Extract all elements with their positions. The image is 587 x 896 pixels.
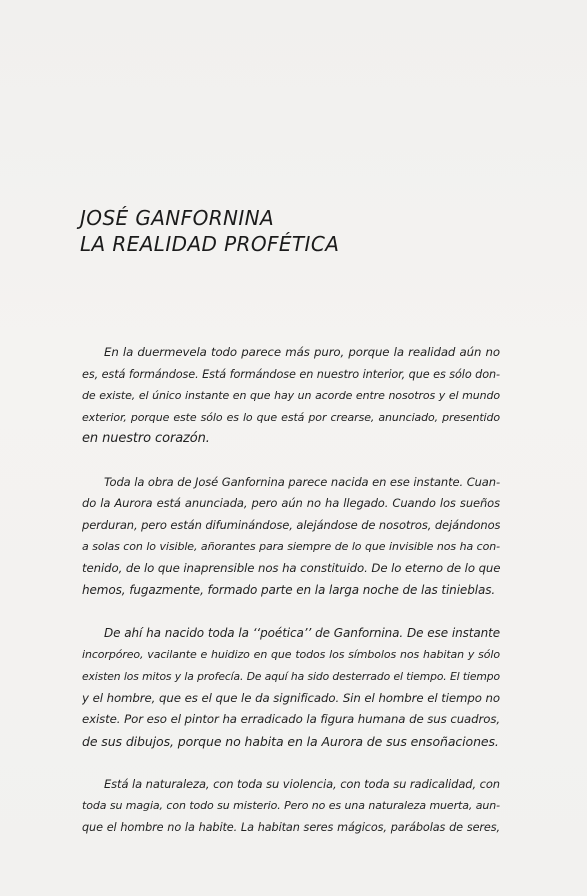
article-title — [80, 205, 520, 257]
article-body — [82, 342, 500, 860]
text-line: Toda la obra de José Ganfornina parece nacida en ese instante. Cuan- — [104, 474, 500, 489]
text-line: do la Aurora está anunciada, pero aún no ha llegado. Cuando los sueños — [82, 496, 500, 511]
text-line: incorpóreo, vacilante e huidizo en que todos los símbolos nos habitan y sólo — [82, 648, 500, 662]
text-line: perduran, pero están difuminándose, alejándose de nosotros, dejándonos — [82, 517, 500, 532]
text-line: de existe, el único instante en que hay un acorde entre nosotros y el mundo — [82, 389, 500, 403]
text-line: exterior, porque este sólo es lo que está por crearse, anunciado, presentido — [82, 410, 500, 424]
title-line-author: JOSÉ GANFORNINA — [80, 206, 275, 230]
text-line: En la duermevela todo parece más puro, porque la realidad aún no — [104, 345, 500, 359]
text-line: toda su magia, con todo su misterio. Pero no es una naturaleza muerta, aun- — [82, 799, 500, 813]
paragraph-4 — [82, 774, 500, 839]
text-line: Está la naturaleza, con toda su violencia, con toda su radicalidad, con — [104, 776, 500, 791]
paragraph-3 — [82, 623, 500, 753]
text-line: existen los mitos y la profecía. De aquí ha sido desterrado el tiempo. El tiempo — [82, 669, 500, 683]
text-line: a solas con lo visible, añorantes para siempre de lo que invisible nos ha con- — [82, 540, 500, 554]
text-line: De ahí ha nacido toda la ‘‘poética’’ de Ganfornina. De ese instante — [104, 625, 500, 640]
paragraph-1 — [82, 342, 500, 450]
text-line: que el hombre no la habite. La habitan seres mágicos, parábolas de seres, — [82, 821, 500, 835]
text-line: y el hombre, que es el que le da significado. Sin el hombre el tiempo no — [82, 690, 500, 705]
text-line: en nuestro corazón. — [82, 431, 210, 447]
text-line: tenido, de lo que inaprensible nos ha constituido. De lo eterno de lo que — [82, 560, 500, 575]
text-line: de sus dibujos, porque no habita en la Aurora de sus ensoñaciones. — [82, 733, 499, 749]
text-line: hemos, fugazmente, formado parte en la larga noche de las tinieblas. — [82, 582, 496, 597]
text-line: existe. Por eso el pintor ha erradicado la figura humana de sus cuadros, — [82, 712, 500, 727]
text-line: es, está formándose. Está formándose en nuestro interior, que es sólo don- — [82, 367, 500, 381]
paragraph-2 — [82, 472, 500, 602]
title-line-subtitle: LA REALIDAD PROFÉTICA — [80, 232, 340, 256]
